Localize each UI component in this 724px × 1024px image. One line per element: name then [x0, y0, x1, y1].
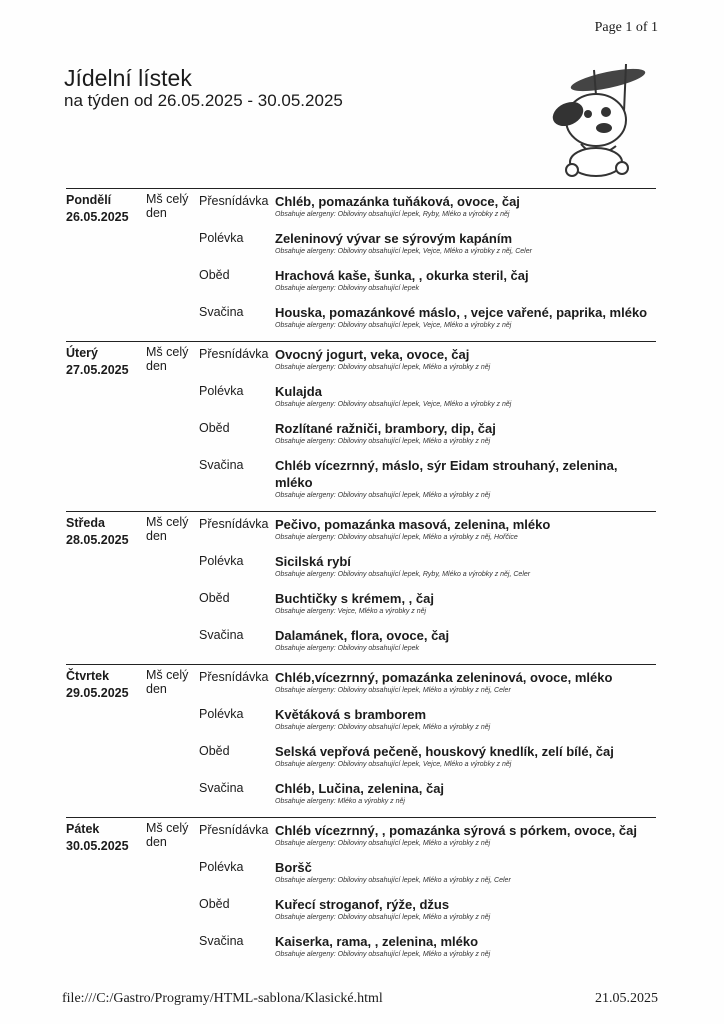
day-name: Čtvrtek	[66, 669, 110, 683]
allergen-note: Obsahuje alergeny: Obiloviny obsahující lepek, Ryby, Mléko a výrobky z něj, Celer	[275, 571, 531, 578]
dish-name: Rozlítané ražniči, brambory, dip, čaj	[275, 421, 496, 436]
dog-chef-mascot-icon	[536, 62, 666, 182]
meal-type: Polévka	[199, 707, 244, 721]
meal-row	[199, 822, 656, 848]
school-label: Mš celý den	[146, 668, 189, 696]
meal-type: Svačina	[199, 305, 244, 319]
allergen-note: Obsahuje alergeny: Obiloviny obsahující lepek, Vejce, Mléko a výrobky z něj, Celer	[275, 248, 532, 255]
meal-type: Přesnídávka	[199, 194, 269, 208]
day-date: 27.05.2025	[66, 363, 129, 377]
day-date: 29.05.2025	[66, 686, 129, 700]
school-label: Mš celý den	[146, 345, 189, 373]
meal-row	[199, 743, 656, 769]
dish-name: Květáková s bramborem	[275, 707, 427, 722]
dish-name: Ovocný jogurt, veka, ovoce, čaj	[275, 347, 470, 362]
meal-type: Polévka	[199, 231, 244, 245]
day-name: Úterý	[66, 346, 98, 360]
allergen-note: Obsahuje alergeny: Obiloviny obsahující lepek, Ryby, Mléko a výrobky z něj	[275, 211, 510, 218]
day-heading	[66, 821, 144, 855]
school-label: Mš celý den	[146, 192, 189, 220]
meal-row	[199, 780, 656, 806]
allergen-note: Obsahuje alergeny: Mléko a výrobky z něj	[275, 798, 405, 805]
meal-type: Přesnídávka	[199, 823, 269, 837]
dish-name: Boršč	[275, 860, 312, 875]
allergen-note: Obsahuje alergeny: Obiloviny obsahující lepek, Mléko a výrobky z něj, Celer	[275, 877, 511, 884]
dish-name: Kulajda	[275, 384, 322, 399]
dish-name: Buchtičky s krémem, , čaj	[275, 591, 434, 606]
meal-row	[199, 346, 656, 372]
allergen-note: Obsahuje alergeny: Obiloviny obsahující lepek, Mléko a výrobky z něj, Hořčice	[275, 534, 518, 541]
meal-row	[199, 669, 656, 695]
meal-type: Svačina	[199, 458, 244, 472]
meal-type: Polévka	[199, 860, 244, 874]
allergen-note: Obsahuje alergeny: Obiloviny obsahující lepek, Mléko a výrobky z něj	[275, 724, 491, 731]
day-name: Středa	[66, 516, 105, 530]
meal-row	[199, 457, 656, 500]
allergen-note: Obsahuje alergeny: Obiloviny obsahující lepek, Mléko a výrobky z něj	[275, 364, 491, 371]
meal-row	[199, 420, 656, 446]
meal-type: Přesnídávka	[199, 517, 269, 531]
allergen-note: Obsahuje alergeny: Obiloviny obsahující lepek, Mléko a výrobky z něj	[275, 951, 491, 958]
day-heading	[66, 192, 144, 226]
allergen-note: Obsahuje alergeny: Obiloviny obsahující lepek, Mléko a výrobky z něj, Celer	[275, 687, 511, 694]
meal-row	[199, 304, 656, 330]
meal-type: Svačina	[199, 628, 244, 642]
page-subtitle: na týden od 26.05.2025 - 30.05.2025	[64, 91, 343, 110]
allergen-note: Obsahuje alergeny: Obiloviny obsahující lepek, Mléko a výrobky z něj	[275, 840, 491, 847]
day-name: Pondělí	[66, 193, 112, 207]
meal-row	[199, 267, 656, 293]
page-number: Page 1 of 1	[594, 20, 658, 35]
meal-type: Oběd	[199, 591, 230, 605]
footer-file-path: file:///C:/Gastro/Programy/HTML-sablona/Klasické.html	[62, 991, 383, 1006]
meal-row	[199, 706, 656, 732]
dish-name: Dalamánek, flora, ovoce, čaj	[275, 628, 450, 643]
meal-row	[199, 383, 656, 409]
meal-row	[199, 590, 656, 616]
meal-type: Polévka	[199, 554, 244, 568]
allergen-note: Obsahuje alergeny: Obiloviny obsahující lepek, Mléko a výrobky z něj	[275, 438, 491, 445]
meal-type: Oběd	[199, 744, 230, 758]
meal-row	[199, 516, 656, 542]
allergen-note: Obsahuje alergeny: Obiloviny obsahující lepek, Vejce, Mléko a výrobky z něj	[275, 401, 512, 408]
meal-row	[199, 230, 656, 256]
meal-row	[199, 896, 656, 922]
weekly-menu	[66, 188, 656, 970]
meal-type: Svačina	[199, 781, 244, 795]
allergen-note: Obsahuje alergeny: Obiloviny obsahující lepek, Vejce, Mléko a výrobky z něj	[275, 761, 512, 768]
dish-name: Pečivo, pomazánka masová, zelenina, mléko	[275, 517, 551, 532]
meal-type: Polévka	[199, 384, 244, 398]
meal-row	[199, 933, 656, 959]
day-date: 30.05.2025	[66, 839, 129, 853]
meal-type: Oběd	[199, 268, 230, 282]
day-block	[66, 817, 656, 959]
dish-name: Chléb,vícezrnný, pomazánka zeleninová, ovoce, mléko	[275, 670, 613, 685]
dish-name: Zeleninový vývar se sýrovým kapáním	[275, 231, 513, 246]
dish-name: Chléb, Lučina, zelenina, čaj	[275, 781, 445, 796]
meal-type: Přesnídávka	[199, 670, 269, 684]
day-block	[66, 188, 656, 330]
day-name: Pátek	[66, 822, 100, 836]
dish-name: Kaiserka, rama, , zelenina, mléko	[275, 934, 479, 949]
day-heading	[66, 345, 144, 379]
dish-name: Chléb, pomazánka tuňáková, ovoce, čaj	[275, 194, 520, 209]
allergen-note: Obsahuje alergeny: Obiloviny obsahující lepek, Mléko a výrobky z něj	[275, 492, 491, 499]
page-title: Jídelní lístek	[64, 65, 192, 91]
meal-row	[199, 553, 656, 579]
allergen-note: Obsahuje alergeny: Obiloviny obsahující lepek, Mléko a výrobky z něj	[275, 914, 491, 921]
day-heading	[66, 668, 144, 702]
school-label: Mš celý den	[146, 515, 189, 543]
dish-name: Sicilská rybí	[275, 554, 351, 569]
meal-type: Přesnídávka	[199, 347, 269, 361]
meal-type: Svačina	[199, 934, 244, 948]
allergen-note: Obsahuje alergeny: Obiloviny obsahující lepek	[275, 285, 419, 292]
allergen-note: Obsahuje alergeny: Obiloviny obsahující lepek, Vejce, Mléko a výrobky z něj	[275, 322, 512, 329]
school-label: Mš celý den	[146, 821, 189, 849]
dish-name: Selská vepřová pečeně, houskový knedlík, zelí bílé, čaj	[275, 744, 614, 759]
allergen-note: Obsahuje alergeny: Vejce, Mléko a výrobky z něj	[275, 608, 427, 615]
dish-name: Chléb vícezrnný, , pomazánka sýrová s pórkem, ovoce, čaj	[275, 823, 637, 838]
day-block	[66, 664, 656, 806]
day-heading	[66, 515, 144, 549]
meal-row	[199, 627, 656, 653]
dish-name: Houska, pomazánkové máslo, , vejce vařené, paprika, mléko	[275, 305, 648, 320]
dish-name: Chléb vícezrnný, máslo, sýr Eidam strouhaný, zelenina, mléko	[275, 458, 618, 490]
footer-date: 21.05.2025	[595, 991, 658, 1006]
day-date: 26.05.2025	[66, 210, 129, 224]
day-block	[66, 341, 656, 500]
meal-row	[199, 193, 656, 219]
meal-row	[199, 859, 656, 885]
dish-name: Hrachová kaše, šunka, , okurka steril, čaj	[275, 268, 529, 283]
dish-name: Kuřecí stroganof, rýže, džus	[275, 897, 450, 912]
day-block	[66, 511, 656, 653]
day-date: 28.05.2025	[66, 533, 129, 547]
meal-type: Oběd	[199, 421, 230, 435]
meal-type: Oběd	[199, 897, 230, 911]
allergen-note: Obsahuje alergeny: Obiloviny obsahující lepek	[275, 645, 419, 652]
